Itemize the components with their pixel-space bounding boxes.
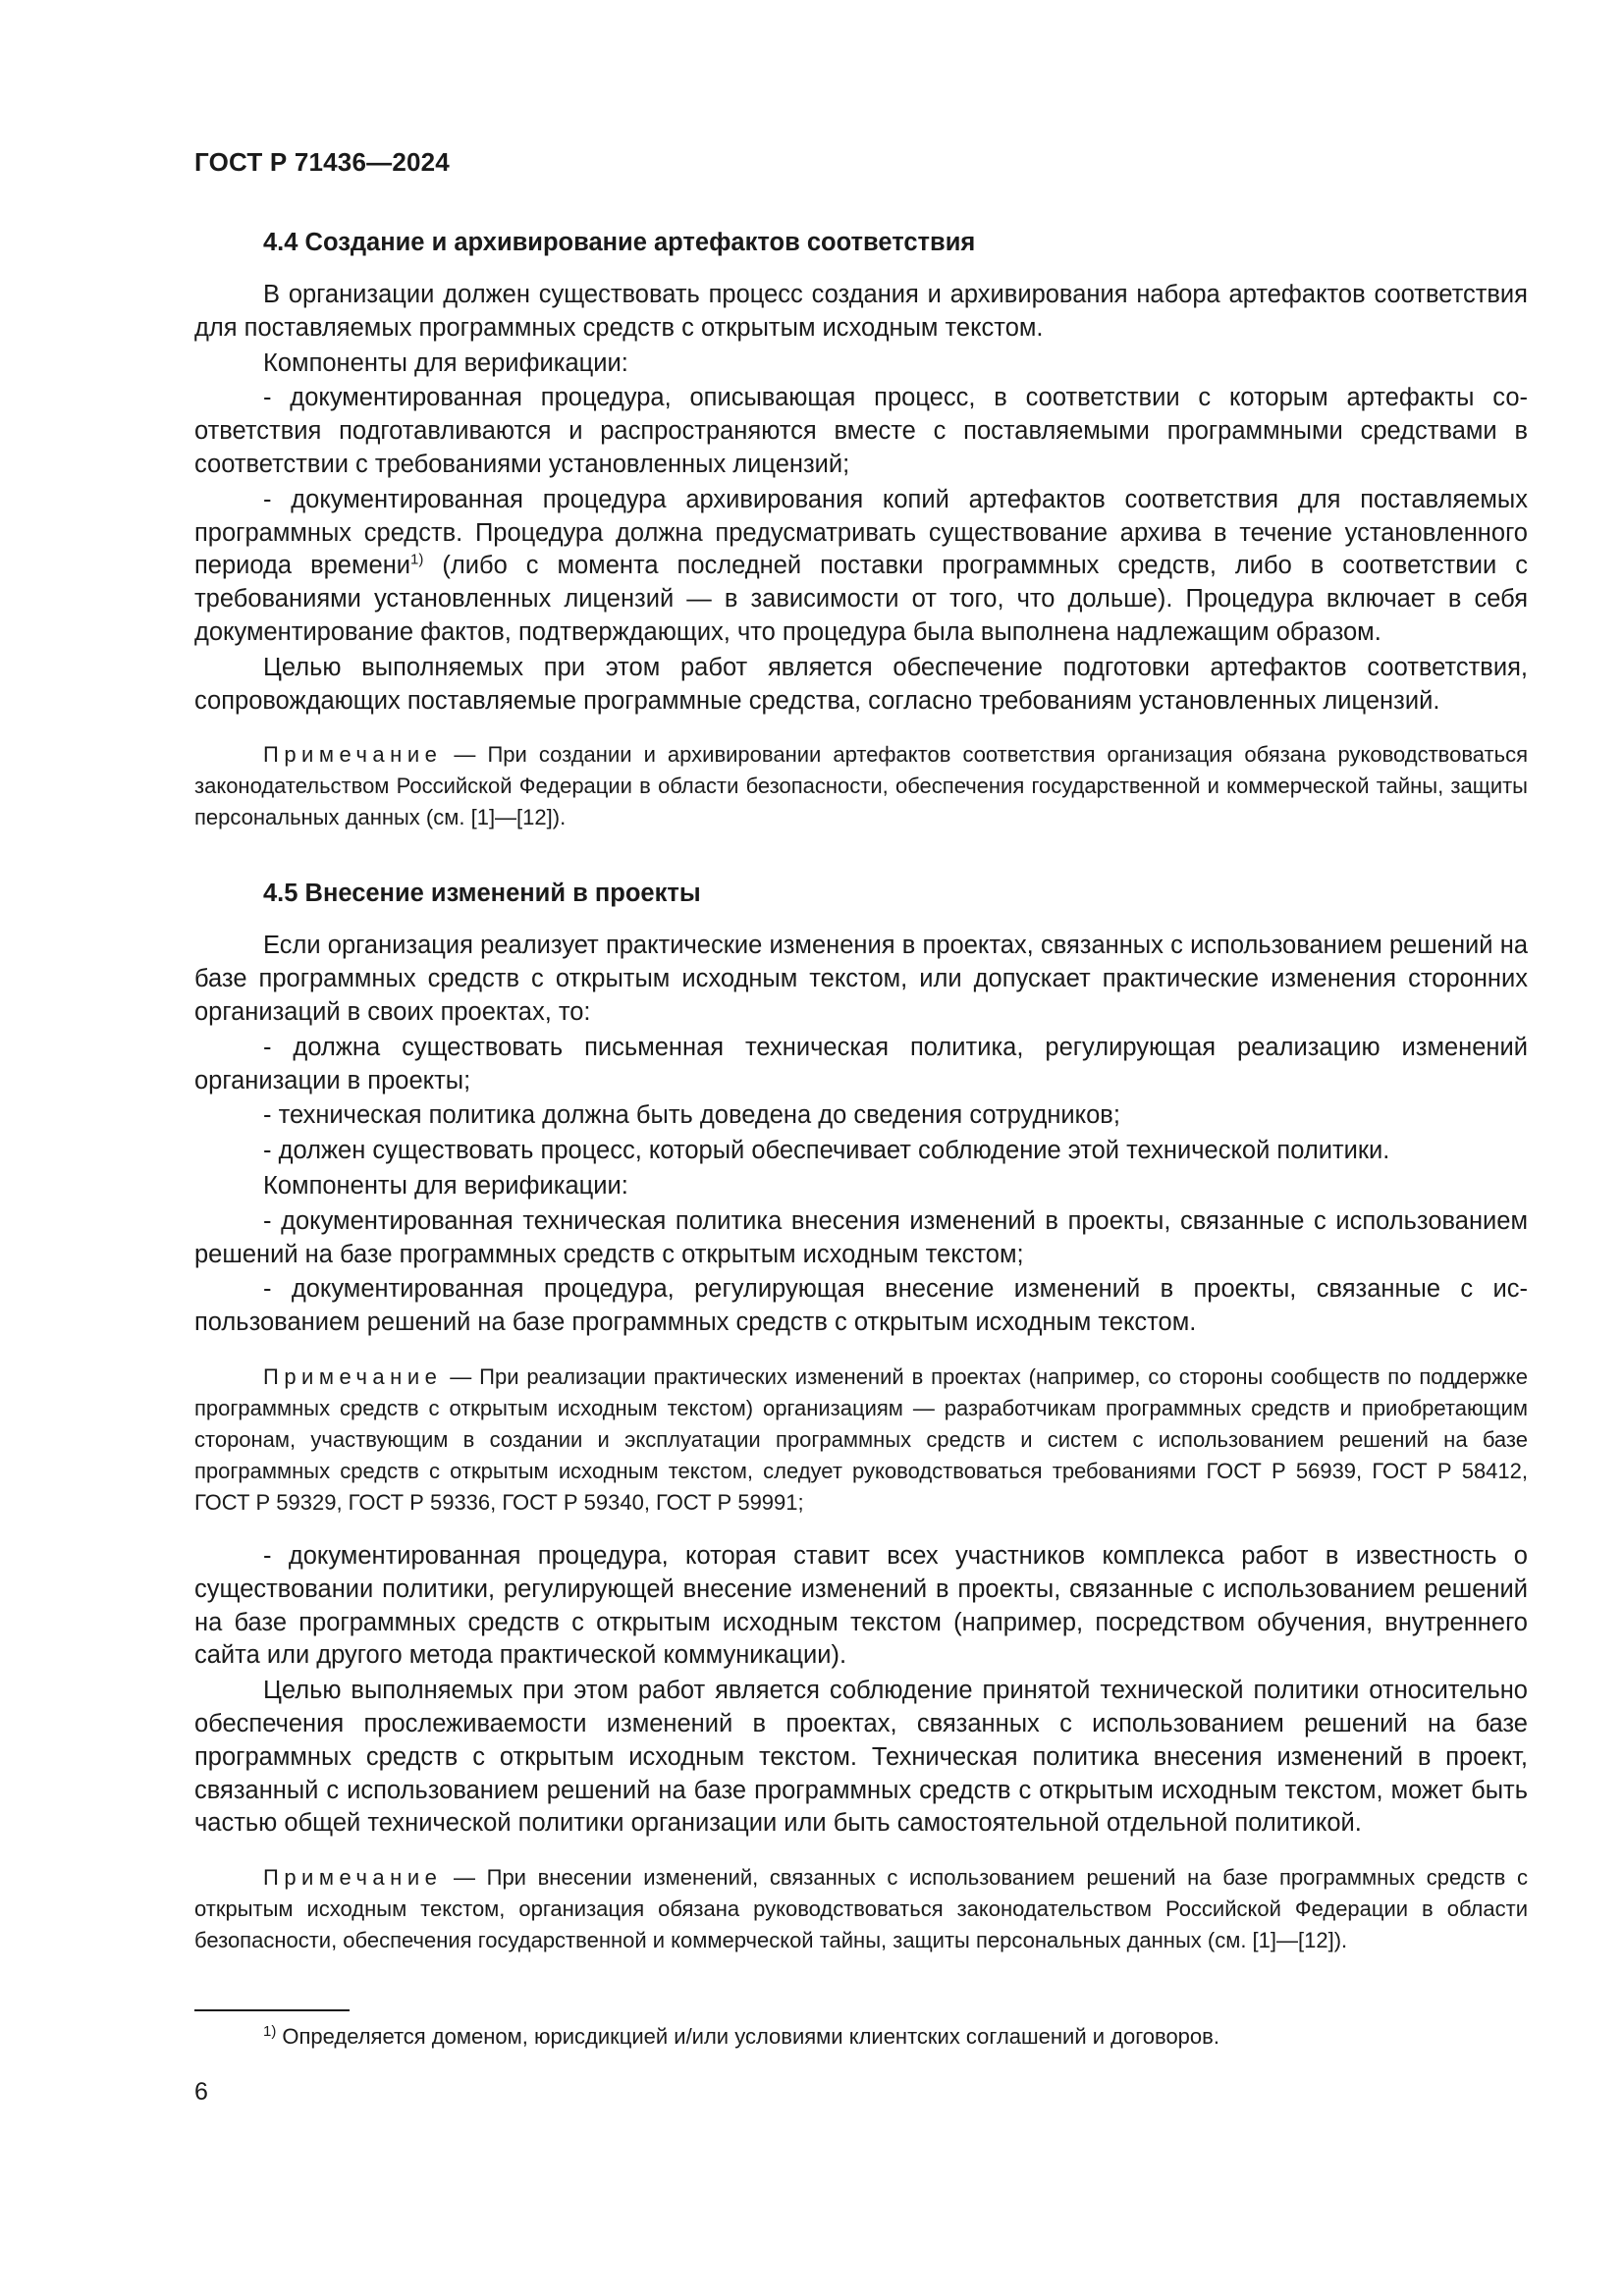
footnote: [263, 2022, 1219, 2052]
section-4-4-paragraph-5: Целью выполняемых при этом работ является обеспечение подготовки артефактов соответствия, сопровождающих поставляемые программные средства, согласно требованиям установленных лицензий.: [194, 653, 1528, 715]
section-4-4-paragraph-1: В организации должен существовать процесс создания и архивирования набора артефактов соответствия для поставляемых программных средств с открытым исходным текстом.: [194, 281, 1528, 342]
section-4-5-note-2: [194, 1862, 1528, 1956]
document-header: ГОСТ Р 71436—2024: [194, 147, 450, 177]
page-number: 6: [194, 2078, 208, 2106]
section-4-5-title: 4.5 Внесение изменений в проекты: [263, 880, 701, 908]
section-4-4-title: 4.4 Создание и архивирование артефактов соответствия: [263, 229, 976, 256]
note-text: — При реализации практических изменений в проектах (например, со стороны сообществ по поддержке программных средств с открытым исходным текстом) организациям — разработчикам программных средств и приобретающим сторонам, участвующим в создании и эксплуатации программных средств и систем с использованием решений на базе программных средств с открытым исходным текстом, следует руководствоваться требованиями ГОСТ Р 56939, ГОСТ Р 58412, ГОСТ Р 59329, ГОСТ Р 59336, ГОСТ Р 59340, ГОСТ Р 59991;: [194, 1363, 1528, 1515]
section-4-4-paragraph-4-part-2: (либо с момента последней поставки программных средств, либо в соответствии с требованиями установленных лицензий — в зависимости от того, что дольше). Процедура включает в себя документирование фактов, подтверждающих, что процедура была выполнена надлежащим образом.: [194, 552, 1528, 646]
note-text: — При внесении изменений, связанных с использованием решений на базе программных средств с открытым исходным текстом, организация обязана руководствоваться законодательством Российской Федерации в области безопасности, обеспечения государственной и коммерческой тайны, защиты персональных данных (см. [1]—[12]).: [194, 1865, 1528, 1953]
note-label: Примечание: [263, 1865, 443, 1891]
section-4-5-paragraph-2: - должна существовать письменная техническая политика, регулирующая реализацию изменений организации в проекты;: [194, 1033, 1528, 1095]
note-label: Примечание: [263, 742, 443, 768]
document-body: [194, 226, 1528, 1956]
section-4-4-paragraph-3: - документированная процедура, описывающая процесс, в соответствии с которым артефакты соответствия подготавливаются и распространяются вместе с поставляемыми программными средствами в соответствии с требованиями установленных лицензий;: [194, 384, 1528, 478]
section-4-5-note-1: [194, 1362, 1528, 1519]
section-4-5-paragraph-4: - должен существовать процесс, который обеспечивает соблюдение этой технической политики.: [263, 1137, 1390, 1165]
footnote-text: Определяется доменом, юрисдикцией и/или условиями клиентских соглашений и договоров.: [282, 2024, 1219, 2049]
section-4-5-paragraph-1: Если организация реализует практические изменения в проектах, связанных с использованием решений на базе программных средств с открытым исходным текстом, или допускает практические изменения сторонних организаций в своих проектах, то:: [194, 932, 1528, 1026]
section-4-5-paragraph-8: - документированная процедура, которая ставит всех участников комплекса работ в известность о существовании политики, регулирующей внесение изменений в проекты, связанные с использованием решений на базе программных средств с открытым исходным текстом (например, посредством обучения, внутреннего сайта или другого метода практической коммуникации).: [194, 1541, 1528, 1670]
note-text: — При создании и архивировании артефактов соответствия организация обязана руководствоваться законодательством Российской Федерации в области безопасности, обеспечения государственной и коммерческой тайны, защиты персональных данных (см. [1]—[12]).: [194, 742, 1528, 830]
section-4-5-paragraph-5: Компоненты для верификации:: [263, 1171, 628, 1200]
section-4-4-note: [194, 739, 1528, 833]
footnote-reference: 1): [410, 551, 424, 568]
section-4-4-paragraph-4: [194, 484, 1528, 650]
section-4-5-paragraph-7: - документированная процедура, регулирующая внесение изменений в проекты, связанные с использованием решений на базе программных средств с открытым исходным текстом.: [194, 1275, 1528, 1337]
section-4-4-paragraph-2: Компоненты для верификации:: [263, 348, 628, 377]
section-4-5-paragraph-3: - техническая политика должна быть доведена до сведения сотрудников;: [263, 1101, 1120, 1130]
footnote-divider: [194, 2009, 350, 2011]
section-4-4-paragraph-4-part-1: - документированная процедура архивирования копий артефактов соответствия для поставляемых программных средств. Процедура должна предусматривать существование архива в течение установленного периода времени: [194, 485, 1528, 580]
section-4-5-paragraph-9: Целью выполняемых при этом работ является соблюдение принятой технической политики относительно обеспечения прослеживаемости изменений в проектах, связанных с использованием решений на базе программных средств с открытым исходным текстом. Техническая политика внесения изменений в проект, связанный с использованием решений на базе программных средств с открытым исходным текстом, может быть частью общей технической политики организации или быть самостоятельной отдельной политикой.: [194, 1677, 1528, 1838]
section-4-5-paragraph-6: - документированная техническая политика внесения изменений в проекты, связанные с использованием решений на базе программных средств с открытым исходным текстом;: [194, 1206, 1528, 1268]
footnote-marker: 1): [263, 2022, 277, 2040]
note-label: Примечание: [263, 1363, 443, 1389]
